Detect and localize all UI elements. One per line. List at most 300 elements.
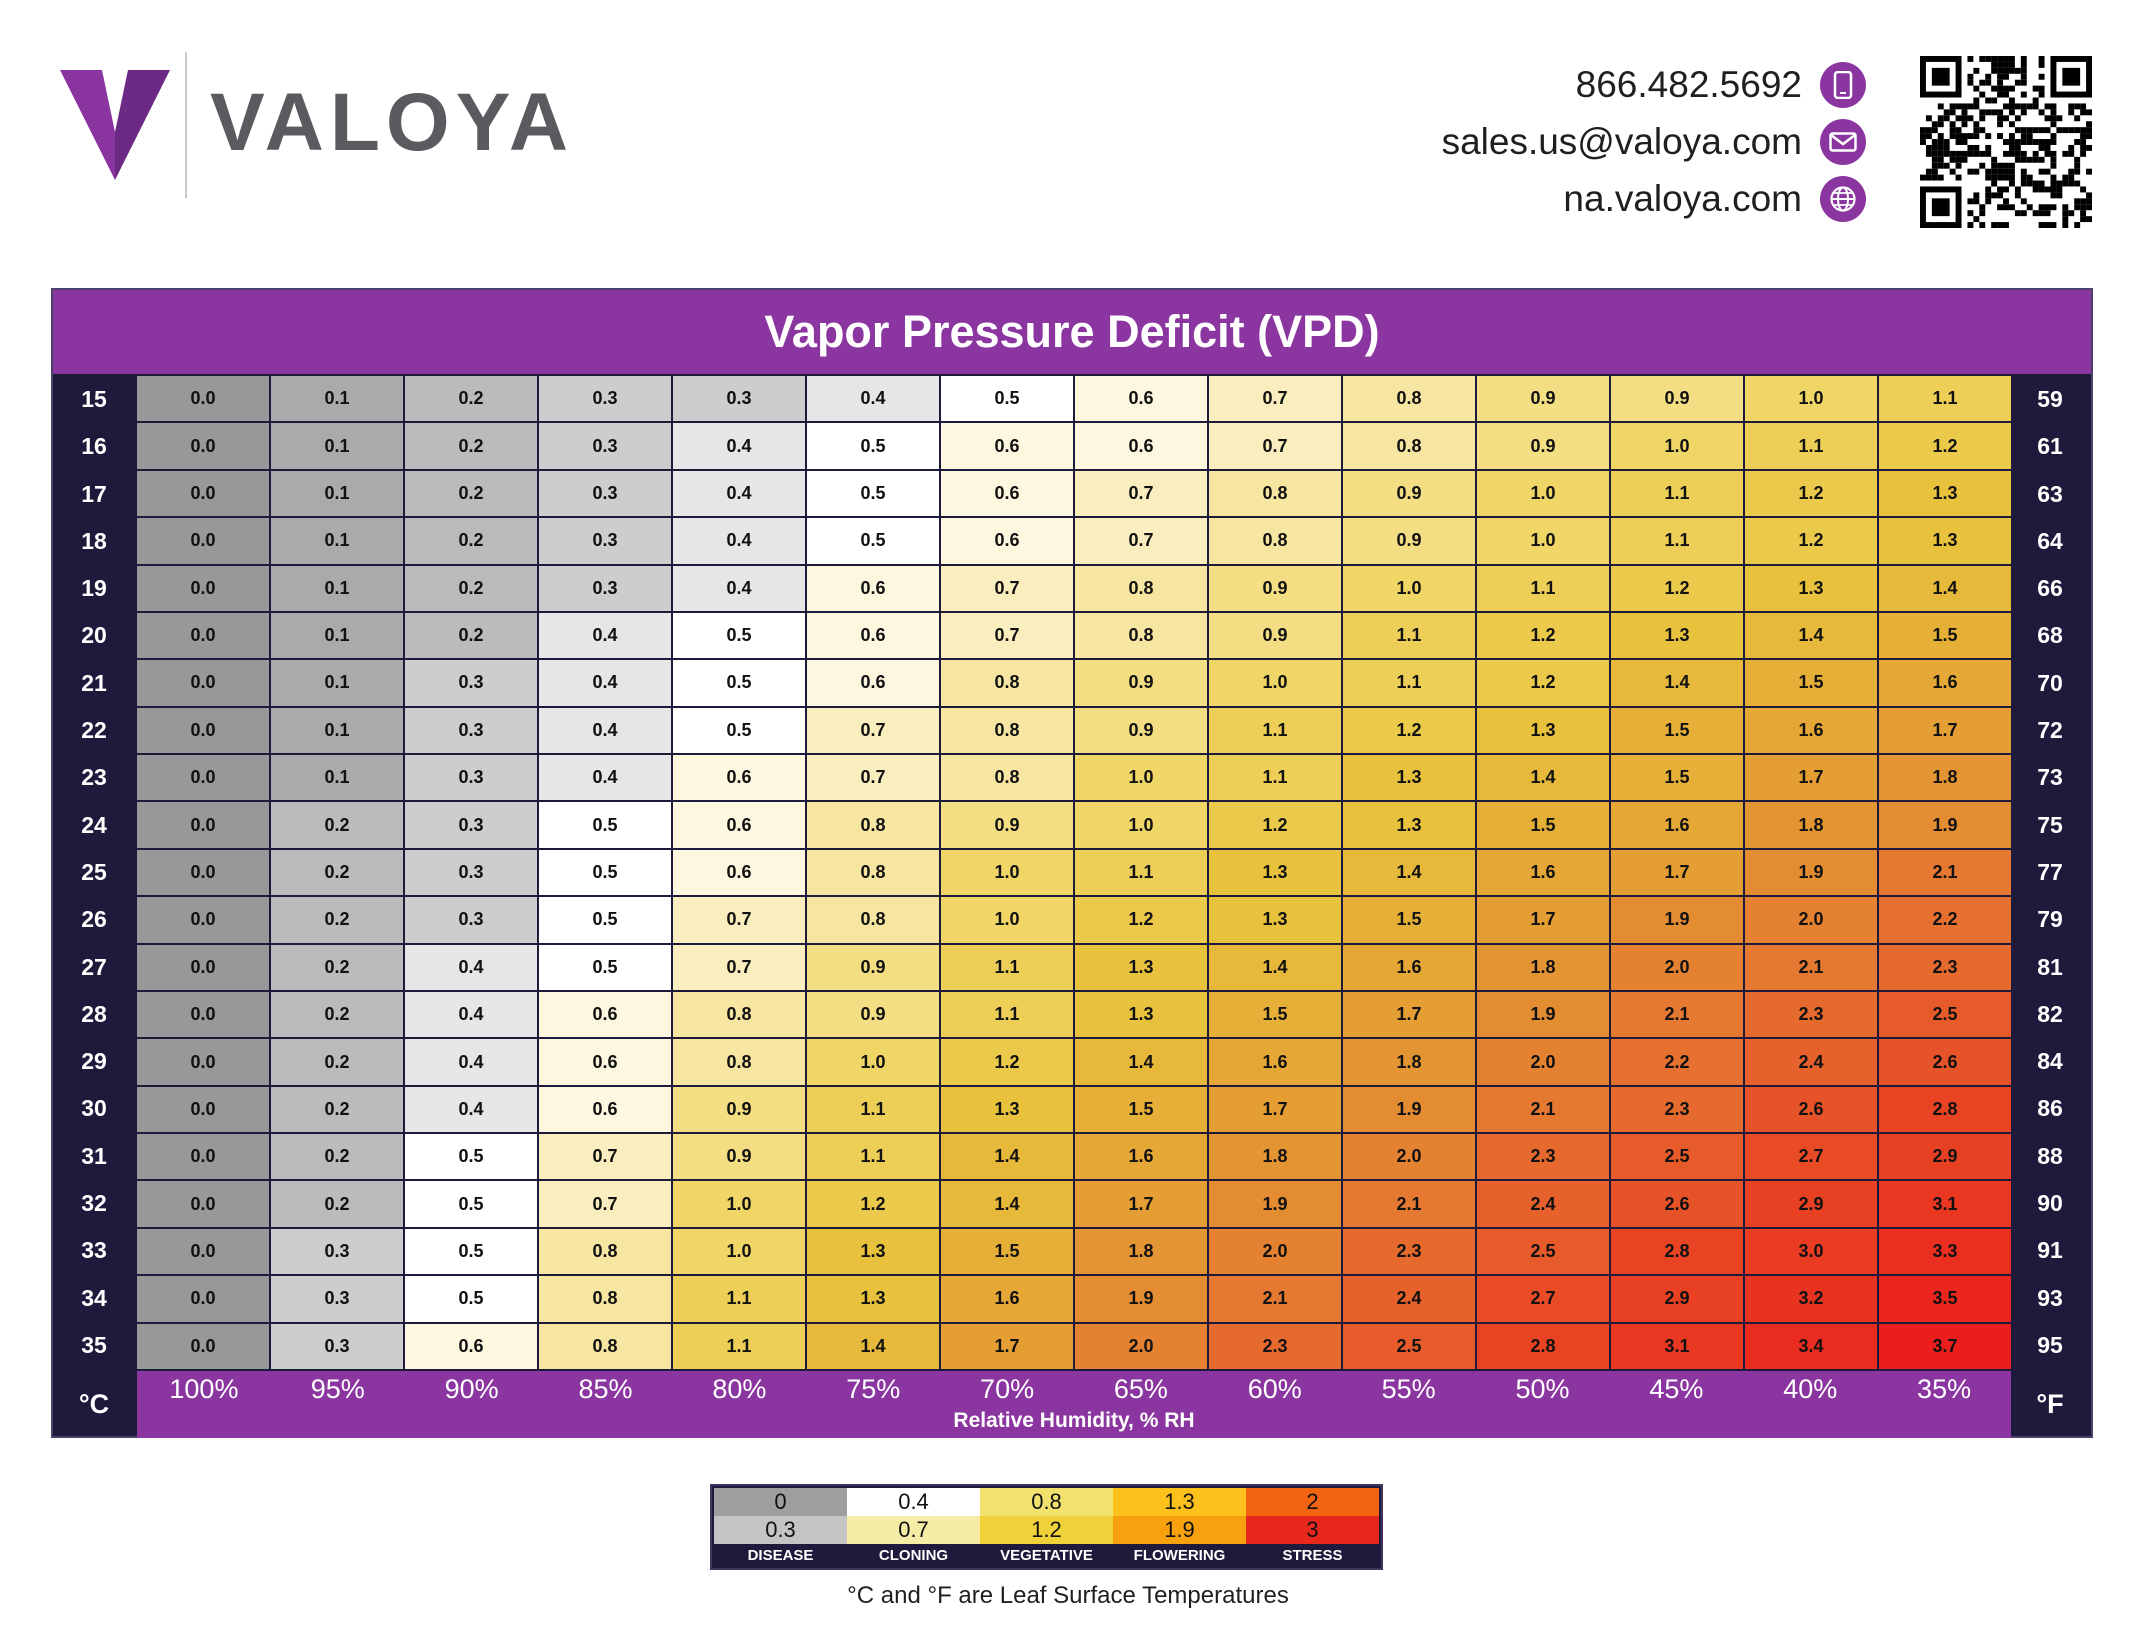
vpd-cell: 0.7 (941, 566, 1073, 611)
vpd-cell: 0.4 (807, 376, 939, 421)
vpd-cell: 0.5 (807, 423, 939, 468)
vpd-cell: 0.7 (539, 1134, 671, 1179)
vpd-cell: 0.9 (1477, 376, 1609, 421)
qr-code[interactable] (1920, 56, 2092, 228)
legend-value-top: 2 (1246, 1488, 1379, 1516)
vpd-cell: 0.5 (539, 945, 671, 990)
fahrenheit-label: 63 (2037, 480, 2063, 507)
vpd-cell: 0.3 (271, 1276, 403, 1321)
vpd-cell: 1.6 (1879, 660, 2011, 705)
vpd-legend (710, 1484, 1383, 1570)
vpd-cell: 0.2 (405, 471, 537, 516)
vpd-cell: 0.2 (405, 613, 537, 658)
vpd-cell: 2.5 (1879, 992, 2011, 1037)
vpd-cell: 1.2 (807, 1181, 939, 1226)
vpd-cell: 0.0 (137, 897, 269, 942)
vpd-cell: 3.5 (1879, 1276, 2011, 1321)
vpd-cell: 0.4 (539, 755, 671, 800)
vpd-cell: 0.9 (1477, 423, 1609, 468)
vpd-cell: 1.7 (1611, 850, 1743, 895)
vpd-cell: 0.6 (941, 423, 1073, 468)
vpd-cell: 2.0 (1209, 1229, 1341, 1274)
vpd-cell: 1.1 (807, 1087, 939, 1132)
vpd-cell: 0.8 (1075, 566, 1207, 611)
fahrenheit-label: 61 (2037, 433, 2063, 460)
vpd-cell: 1.4 (1879, 566, 2011, 611)
vpd-cell: 1.6 (1209, 1039, 1341, 1084)
logo-divider (185, 52, 187, 198)
celsius-label: 15 (81, 386, 107, 412)
vpd-cell: 0.0 (137, 471, 269, 516)
email-icon (1820, 119, 1866, 165)
vpd-cell: 2.3 (1477, 1134, 1609, 1179)
vpd-cell: 0.0 (137, 755, 269, 800)
vpd-cell: 2.3 (1209, 1324, 1341, 1369)
fahrenheit-labels (2009, 376, 2091, 1369)
vpd-cell: 0.8 (1343, 376, 1475, 421)
x-tick-label: 70% (980, 1374, 1035, 1404)
vpd-cell: 0.0 (137, 518, 269, 563)
vpd-cell: 0.7 (941, 613, 1073, 658)
vpd-cell: 0.5 (405, 1229, 537, 1274)
vpd-cell: 1.4 (1477, 755, 1609, 800)
vpd-cell: 1.2 (1343, 708, 1475, 753)
vpd-cell: 0.8 (1209, 518, 1341, 563)
vpd-cell: 0.1 (271, 755, 403, 800)
celsius-label: 16 (81, 433, 107, 460)
vpd-cell: 0.5 (539, 850, 671, 895)
vpd-cell: 1.1 (1343, 613, 1475, 658)
phone-number[interactable]: 866.482.5692 (1575, 63, 1802, 105)
celsius-label: 27 (81, 953, 107, 980)
globe-icon (1820, 176, 1866, 222)
vpd-cell: 1.9 (1611, 897, 1743, 942)
vpd-cell: 2.4 (1745, 1039, 1877, 1084)
vpd-cell: 0.4 (673, 471, 805, 516)
vpd-cell: 1.8 (1075, 1229, 1207, 1274)
fahrenheit-label: 95 (2037, 1331, 2063, 1358)
vpd-cell: 1.9 (1343, 1087, 1475, 1132)
vpd-cell: 0.0 (137, 1324, 269, 1369)
valoya-logo-mark (60, 70, 170, 180)
vpd-cell: 0.6 (807, 613, 939, 658)
vpd-cell: 0.0 (137, 613, 269, 658)
x-tick-label: 55% (1381, 1374, 1436, 1404)
vpd-cell: 2.1 (1879, 850, 2011, 895)
vpd-cell: 2.4 (1477, 1181, 1609, 1226)
vpd-cell: 0.7 (807, 708, 939, 753)
x-tick-label: 45% (1649, 1374, 1704, 1404)
legend-value-top: 1.3 (1113, 1488, 1246, 1516)
vpd-cell: 1.0 (1477, 471, 1609, 516)
website-url[interactable]: na.valoya.com (1563, 177, 1802, 219)
vpd-cell: 2.6 (1745, 1087, 1877, 1132)
vpd-cell: 0.0 (137, 566, 269, 611)
x-tick-label: 40% (1783, 1374, 1838, 1404)
vpd-cell: 0.3 (405, 850, 537, 895)
vpd-cell: 0.7 (673, 945, 805, 990)
phone-icon (1820, 62, 1866, 108)
vpd-cell: 0.5 (539, 897, 671, 942)
x-tick-label: 50% (1515, 1374, 1570, 1404)
vpd-cell: 0.6 (539, 1087, 671, 1132)
celsius-label: 31 (81, 1142, 107, 1169)
fahrenheit-label: 59 (2037, 386, 2063, 412)
vpd-cell: 2.5 (1343, 1324, 1475, 1369)
vpd-cell: 0.8 (539, 1276, 671, 1321)
vpd-cell: 3.2 (1745, 1276, 1877, 1321)
vpd-cell: 0.6 (673, 755, 805, 800)
vpd-cell: 0.4 (405, 1087, 537, 1132)
vpd-cell: 2.0 (1477, 1039, 1609, 1084)
vpd-cell: 0.8 (807, 897, 939, 942)
vpd-cell: 0.4 (539, 708, 671, 753)
fahrenheit-label: 64 (2037, 527, 2063, 554)
vpd-cell: 3.7 (1879, 1324, 2011, 1369)
vpd-cell: 1.4 (941, 1181, 1073, 1226)
vpd-cell: 1.3 (1611, 613, 1743, 658)
vpd-cell: 1.2 (1209, 802, 1341, 847)
vpd-cell: 1.9 (1477, 992, 1609, 1037)
vpd-cell: 1.8 (1343, 1039, 1475, 1084)
vpd-cell: 3.1 (1879, 1181, 2011, 1226)
vpd-cell: 0.8 (941, 660, 1073, 705)
vpd-cell: 0.8 (807, 802, 939, 847)
vpd-grid (137, 376, 2011, 1369)
fahrenheit-unit: °F (2036, 1389, 2064, 1419)
vpd-cell: 0.5 (673, 708, 805, 753)
vpd-cell: 0.4 (673, 518, 805, 563)
email-address[interactable]: sales.us@valoya.com (1441, 120, 1802, 162)
vpd-cell: 1.5 (1075, 1087, 1207, 1132)
celsius-label: 29 (81, 1048, 107, 1075)
x-tick-label: 90% (444, 1374, 499, 1404)
vpd-cell: 0.3 (405, 708, 537, 753)
vpd-cell: 0.8 (941, 755, 1073, 800)
vpd-cell: 1.6 (1611, 802, 1743, 847)
vpd-cell: 1.7 (1477, 897, 1609, 942)
vpd-cell: 1.1 (1209, 755, 1341, 800)
vpd-cell: 0.2 (405, 566, 537, 611)
vpd-cell: 1.6 (1745, 708, 1877, 753)
vpd-cell: 1.0 (1209, 660, 1341, 705)
vpd-cell: 0.2 (271, 1087, 403, 1132)
vpd-cell: 1.3 (1343, 802, 1475, 847)
x-tick-label: 85% (578, 1374, 633, 1404)
vpd-cell: 0.9 (1075, 708, 1207, 753)
vpd-cell: 0.1 (271, 566, 403, 611)
vpd-cell: 1.2 (941, 1039, 1073, 1084)
vpd-cell: 1.1 (673, 1324, 805, 1369)
vpd-cell: 1.3 (1745, 566, 1877, 611)
fahrenheit-label: 66 (2037, 575, 2063, 602)
vpd-cell: 1.3 (1209, 897, 1341, 942)
celsius-label: 22 (81, 717, 107, 744)
vpd-cell: 0.7 (1209, 376, 1341, 421)
vpd-cell: 3.3 (1879, 1229, 2011, 1274)
vpd-cell: 0.0 (137, 376, 269, 421)
vpd-cell: 1.9 (1075, 1276, 1207, 1321)
vpd-cell: 3.1 (1611, 1324, 1743, 1369)
vpd-cell: 1.1 (1879, 376, 2011, 421)
vpd-cell: 0.9 (1343, 471, 1475, 516)
fahrenheit-label: 82 (2037, 1000, 2063, 1027)
vpd-cell: 0.9 (1209, 613, 1341, 658)
legend-category: STRESS (1282, 1547, 1343, 1564)
vpd-cell: 1.5 (1209, 992, 1341, 1037)
fahrenheit-label: 72 (2037, 717, 2063, 744)
vpd-cell: 1.0 (1611, 423, 1743, 468)
vpd-cell: 1.5 (1879, 613, 2011, 658)
vpd-cell: 0.2 (271, 992, 403, 1037)
celsius-label: 28 (81, 1000, 107, 1027)
vpd-cell: 0.8 (539, 1324, 671, 1369)
vpd-cell: 1.7 (1745, 755, 1877, 800)
vpd-cell: 0.0 (137, 1229, 269, 1274)
vpd-cell: 1.3 (1477, 708, 1609, 753)
vpd-cell: 3.0 (1745, 1229, 1877, 1274)
vpd-cell: 1.2 (1075, 897, 1207, 942)
vpd-cell: 2.4 (1343, 1276, 1475, 1321)
vpd-cell: 0.0 (137, 423, 269, 468)
vpd-cell: 0.6 (1075, 376, 1207, 421)
vpd-cell: 0.1 (271, 518, 403, 563)
vpd-cell: 1.4 (1611, 660, 1743, 705)
vpd-cell: 0.4 (405, 945, 537, 990)
vpd-cell: 0.9 (807, 992, 939, 1037)
vpd-cell: 1.2 (1745, 518, 1877, 563)
vpd-cell: 1.0 (1477, 518, 1609, 563)
legend-value-bottom: 0.3 (714, 1516, 847, 1544)
vpd-cell: 1.9 (1879, 802, 2011, 847)
x-tick-label: 75% (846, 1374, 901, 1404)
x-axis-label: Relative Humidity, % RH (953, 1409, 1195, 1432)
vpd-cell: 0.3 (405, 755, 537, 800)
vpd-cell: 2.5 (1477, 1229, 1609, 1274)
vpd-cell: 1.5 (1477, 802, 1609, 847)
vpd-cell: 0.0 (137, 708, 269, 753)
chart-title: Vapor Pressure Deficit (VPD) (53, 290, 2091, 374)
vpd-cell: 2.9 (1611, 1276, 1743, 1321)
vpd-cell: 0.3 (271, 1324, 403, 1369)
vpd-cell: 2.8 (1477, 1324, 1609, 1369)
vpd-cell: 0.8 (807, 850, 939, 895)
vpd-cell: 0.3 (405, 660, 537, 705)
vpd-cell: 1.0 (941, 897, 1073, 942)
fahrenheit-label: 91 (2037, 1237, 2063, 1264)
celsius-label: 20 (81, 622, 107, 649)
vpd-cell: 1.2 (1745, 471, 1877, 516)
vpd-cell: 1.3 (1075, 992, 1207, 1037)
celsius-label: 21 (81, 669, 107, 696)
vpd-cell: 0.4 (539, 660, 671, 705)
vpd-cell: 0.1 (271, 471, 403, 516)
legend-value-bottom: 3 (1246, 1516, 1379, 1544)
vpd-cell: 1.2 (1477, 660, 1609, 705)
vpd-cell: 0.0 (137, 1039, 269, 1084)
vpd-cell: 0.5 (807, 518, 939, 563)
vpd-cell: 1.1 (1745, 423, 1877, 468)
x-axis-bar (137, 1371, 2011, 1438)
x-tick-label: 95% (310, 1374, 365, 1404)
vpd-cell: 1.0 (673, 1229, 805, 1274)
vpd-chart (51, 288, 2093, 1438)
vpd-cell: 2.0 (1745, 897, 1877, 942)
vpd-cell: 2.3 (1879, 945, 2011, 990)
vpd-cell: 0.8 (1343, 423, 1475, 468)
vpd-cell: 1.8 (1745, 802, 1877, 847)
legend-category: FLOWERING (1133, 1547, 1226, 1564)
vpd-cell: 0.1 (271, 708, 403, 753)
vpd-cell: 2.8 (1879, 1087, 2011, 1132)
vpd-cell: 0.2 (405, 518, 537, 563)
vpd-cell: 1.5 (1343, 897, 1475, 942)
vpd-cell: 1.7 (1879, 708, 2011, 753)
fahrenheit-label: 86 (2037, 1095, 2063, 1122)
vpd-cell: 0.2 (405, 376, 537, 421)
celsius-label: 17 (81, 480, 107, 507)
celsius-label: 26 (81, 906, 107, 933)
vpd-cell: 1.1 (1343, 660, 1475, 705)
vpd-cell: 0.8 (1209, 471, 1341, 516)
vpd-cell: 0.0 (137, 802, 269, 847)
vpd-cell: 0.5 (941, 376, 1073, 421)
vpd-cell: 1.3 (807, 1276, 939, 1321)
vpd-cell: 0.3 (539, 518, 671, 563)
fahrenheit-label: 79 (2037, 906, 2063, 933)
vpd-cell: 0.2 (271, 1181, 403, 1226)
vpd-cell: 0.4 (405, 1039, 537, 1084)
legend-names (714, 1546, 1379, 1566)
vpd-cell: 1.2 (1879, 423, 2011, 468)
vpd-cell: 0.9 (807, 945, 939, 990)
vpd-cell: 2.3 (1745, 992, 1877, 1037)
legend-value-bottom: 1.9 (1113, 1516, 1246, 1544)
vpd-cell: 1.8 (1209, 1134, 1341, 1179)
vpd-cell: 1.5 (1745, 660, 1877, 705)
vpd-cell: 2.3 (1343, 1229, 1475, 1274)
vpd-cell: 2.6 (1611, 1181, 1743, 1226)
vpd-cell: 2.1 (1611, 992, 1743, 1037)
vpd-cell: 2.1 (1477, 1087, 1609, 1132)
vpd-cell: 1.5 (1611, 708, 1743, 753)
vpd-cell: 0.3 (673, 376, 805, 421)
vpd-cell: 2.7 (1477, 1276, 1609, 1321)
celsius-label: 30 (81, 1095, 107, 1122)
vpd-cell: 1.0 (941, 850, 1073, 895)
vpd-cell: 0.3 (405, 897, 537, 942)
vpd-cell: 1.7 (941, 1324, 1073, 1369)
vpd-cell: 1.3 (941, 1087, 1073, 1132)
vpd-cell: 0.7 (807, 755, 939, 800)
vpd-cell: 0.7 (1075, 471, 1207, 516)
vpd-cell: 2.1 (1343, 1181, 1475, 1226)
vpd-cell: 0.2 (271, 850, 403, 895)
vpd-cell: 1.1 (673, 1276, 805, 1321)
vpd-cell: 1.1 (807, 1134, 939, 1179)
vpd-cell: 1.1 (1611, 518, 1743, 563)
vpd-cell: 0.4 (673, 423, 805, 468)
vpd-cell: 0.8 (539, 1229, 671, 1274)
fahrenheit-label: 90 (2037, 1190, 2063, 1217)
contact-email-row (1442, 113, 1866, 170)
vpd-cell: 1.1 (941, 945, 1073, 990)
vpd-cell: 0.6 (405, 1324, 537, 1369)
vpd-cell: 2.9 (1879, 1134, 2011, 1179)
vpd-cell: 0.6 (807, 566, 939, 611)
vpd-cell: 0.2 (271, 897, 403, 942)
vpd-cell: 1.3 (1879, 518, 2011, 563)
vpd-cell: 0.0 (137, 992, 269, 1037)
vpd-cell: 1.1 (1611, 471, 1743, 516)
x-tick-label: 80% (712, 1374, 767, 1404)
vpd-cell: 0.0 (137, 850, 269, 895)
vpd-cell: 0.4 (673, 566, 805, 611)
vpd-cell: 0.3 (539, 471, 671, 516)
vpd-cell: 0.6 (539, 992, 671, 1037)
vpd-cell: 1.4 (1745, 613, 1877, 658)
x-tick-label: 65% (1113, 1374, 1168, 1404)
fahrenheit-label: 70 (2037, 669, 2063, 696)
legend-value-top: 0.4 (847, 1488, 980, 1516)
vpd-cell: 0.3 (539, 423, 671, 468)
vpd-cell: 0.6 (941, 471, 1073, 516)
legend-swatches (714, 1488, 1379, 1544)
vpd-cell: 0.1 (271, 660, 403, 705)
x-axis-ticks (137, 1374, 2011, 1405)
fahrenheit-label: 77 (2037, 858, 2063, 885)
vpd-cell: 0.4 (405, 992, 537, 1037)
vpd-cell: 2.0 (1343, 1134, 1475, 1179)
vpd-cell: 0.8 (673, 1039, 805, 1084)
legend-value-top: 0.8 (980, 1488, 1113, 1516)
vpd-cell: 0.5 (539, 802, 671, 847)
legend-category: DISEASE (747, 1547, 814, 1564)
vpd-cell: 0.0 (137, 1181, 269, 1226)
vpd-cell: 0.0 (137, 1087, 269, 1132)
vpd-cell: 0.0 (137, 945, 269, 990)
vpd-cell: 2.0 (1075, 1324, 1207, 1369)
vpd-cell: 1.2 (1611, 566, 1743, 611)
vpd-cell: 0.2 (271, 1039, 403, 1084)
vpd-cell: 0.7 (539, 1181, 671, 1226)
celsius-label: 24 (81, 811, 107, 838)
vpd-cell: 0.5 (405, 1276, 537, 1321)
legend-value-bottom: 0.7 (847, 1516, 980, 1544)
vpd-cell: 0.5 (405, 1181, 537, 1226)
vpd-cell: 1.2 (1477, 613, 1609, 658)
vpd-cell: 1.1 (1209, 708, 1341, 753)
vpd-cell: 0.1 (271, 376, 403, 421)
vpd-cell: 0.8 (1075, 613, 1207, 658)
vpd-cell: 0.6 (941, 518, 1073, 563)
vpd-cell: 0.9 (941, 802, 1073, 847)
vpd-cell: 0.6 (1075, 423, 1207, 468)
vpd-cell: 1.4 (1209, 945, 1341, 990)
vpd-cell: 0.5 (673, 660, 805, 705)
celsius-label: 18 (81, 527, 107, 554)
vpd-cell: 0.9 (1075, 660, 1207, 705)
vpd-cell: 2.3 (1611, 1087, 1743, 1132)
vpd-cell: 0.0 (137, 1134, 269, 1179)
legend-value-top: 0 (714, 1488, 847, 1516)
vpd-cell: 0.4 (539, 613, 671, 658)
vpd-cell: 2.1 (1745, 945, 1877, 990)
vpd-cell: 0.3 (539, 376, 671, 421)
vpd-cell: 0.7 (1075, 518, 1207, 563)
contact-phone-row (1442, 56, 1866, 113)
vpd-cell: 1.9 (1745, 850, 1877, 895)
